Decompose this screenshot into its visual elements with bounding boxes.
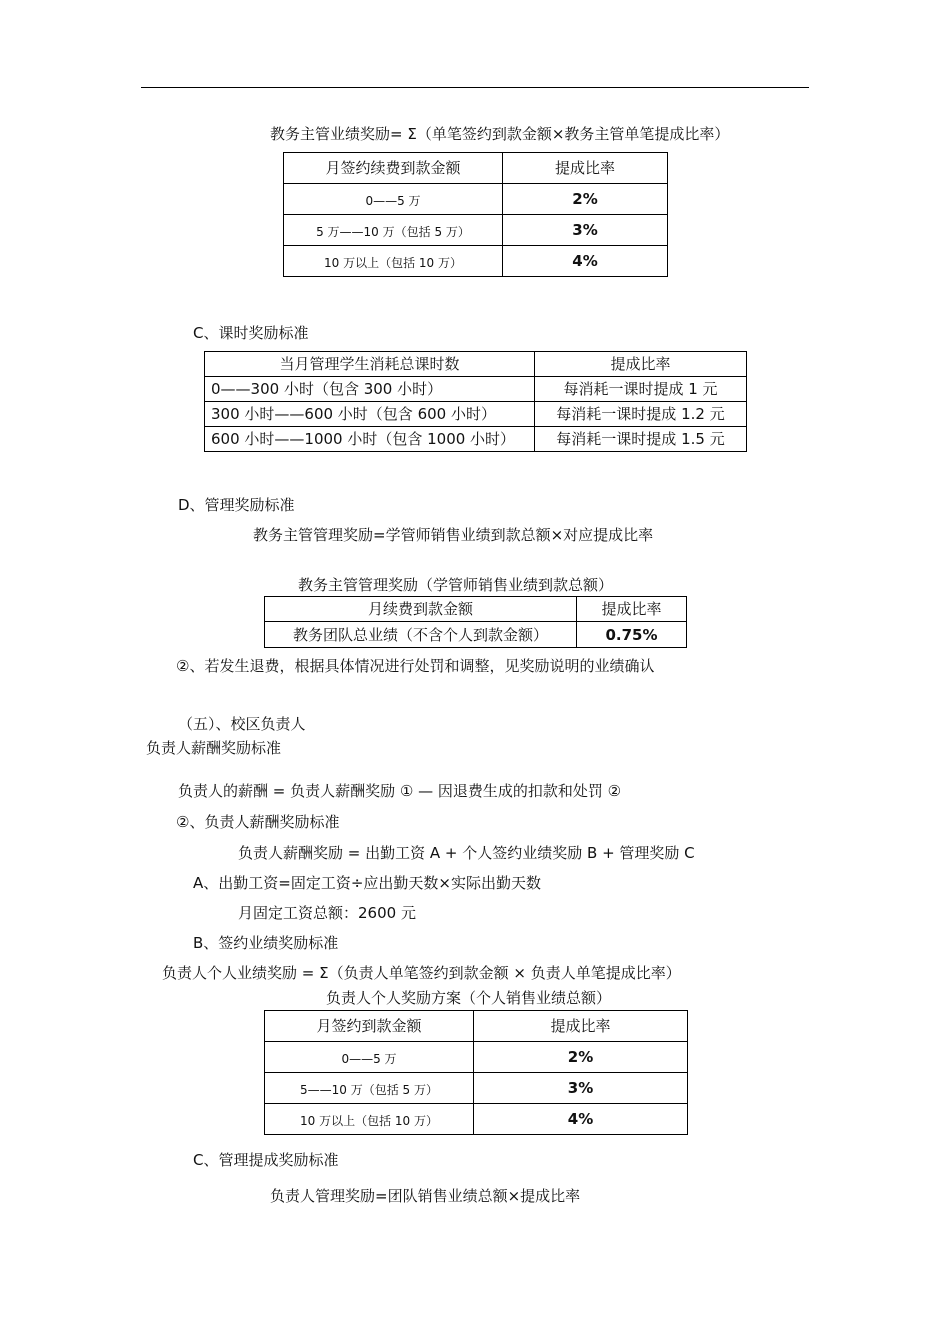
table-header-row [265,597,687,622]
table-header-cell: 提成比率 [577,597,687,622]
management-commission-title: C、管理提成奖励标准 [193,1151,339,1169]
management-commission-formula: 负责人管理奖励=团队销售业绩总额×提成比率 [270,1187,581,1205]
table-row [284,215,668,246]
table-cell: 5——10 万（包括 5 万） [265,1073,474,1104]
fixed-salary-amount: 月固定工资总额：2600 元 [238,904,416,922]
management-reward-table [264,596,687,648]
personal-performance-formula: 负责人个人业绩奖励 = Σ（负责人单笔签约到款金额 × 负责人单笔提成比率） [162,964,681,982]
table-cell: 300 小时——600 小时（包含 600 小时） [205,402,535,427]
table-row [265,622,687,648]
table-row [205,427,747,452]
personal-reward-caption: 负责人个人奖励方案（个人销售业绩总额） [326,989,612,1007]
table-cell: 3% [474,1073,688,1104]
table-cell: 0.75% [577,622,687,648]
class-hour-table [204,351,747,452]
table-header-cell: 月签约到款金额 [265,1011,474,1042]
header-rule [141,87,809,88]
supervisor-performance-formula: 教务主管业绩奖励= Σ（单笔签约到款金额×教务主管单笔提成比率） [270,125,730,143]
table-row [284,184,668,215]
campus-head-subheading: 负责人薪酬奖励标准 [146,739,282,757]
reward-formula: 负责人薪酬奖励 = 出勤工资 A + 个人签约业绩奖励 B + 管理奖励 C [238,844,695,862]
table-cell: 教务团队总业绩（不含个人到款金额） [265,622,577,648]
table-header-cell: 月续费到款金额 [265,597,577,622]
table-row [265,1104,688,1135]
table-cell: 4% [503,246,668,277]
table-header-cell: 提成比率 [503,153,668,184]
table-header-cell: 月签约续费到款金额 [284,153,503,184]
table-header-cell: 提成比率 [474,1011,688,1042]
supervisor-performance-table [283,152,668,277]
table-header-cell: 提成比率 [535,352,747,377]
table-row [265,1073,688,1104]
table-row [284,246,668,277]
table-row [205,377,747,402]
table-cell: 10 万以上（包括 10 万） [284,246,503,277]
table-header-row [284,153,668,184]
table-cell: 5 万——10 万（包括 5 万） [284,215,503,246]
table-header-row [265,1011,688,1042]
management-reward-title: D、管理奖励标准 [178,496,295,514]
table-cell: 0——5 万 [265,1042,474,1073]
reward-standard-title: ②、负责人薪酬奖励标准 [176,813,340,831]
table-header-row [205,352,747,377]
table-cell: 0——300 小时（包含 300 小时） [205,377,535,402]
table-cell: 600 小时——1000 小时（包含 1000 小时） [205,427,535,452]
refund-note: ②、若发生退费，根据具体情况进行处罚和调整，见奖励说明的业绩确认 [176,657,655,675]
campus-head-heading: （五）、校区负责人 [178,715,306,733]
table-cell: 每消耗一课时提成 1.2 元 [535,402,747,427]
table-cell: 每消耗一课时提成 1 元 [535,377,747,402]
management-reward-caption: 教务主管管理奖励（学管师销售业绩到款总额） [298,576,614,594]
table-cell: 2% [503,184,668,215]
table-row [265,1042,688,1073]
signing-reward-title: B、签约业绩奖励标准 [193,934,339,952]
management-reward-formula: 教务主管管理奖励=学管师销售业绩到款总额×对应提成比率 [253,526,654,544]
table-cell: 0——5 万 [284,184,503,215]
personal-reward-table [264,1010,688,1135]
table-cell: 2% [474,1042,688,1073]
salary-formula: 负责人的薪酬 = 负责人薪酬奖励 ① — 因退费生成的扣款和处罚 ② [178,782,622,800]
attendance-wage-line: A、出勤工资=固定工资÷应出勤天数×实际出勤天数 [193,874,541,892]
table-cell: 4% [474,1104,688,1135]
table-cell: 3% [503,215,668,246]
table-cell: 每消耗一课时提成 1.5 元 [535,427,747,452]
table-row [205,402,747,427]
table-cell: 10 万以上（包括 10 万） [265,1104,474,1135]
table-header-cell: 当月管理学生消耗总课时数 [205,352,535,377]
class-hour-title: C、课时奖励标准 [193,324,309,342]
